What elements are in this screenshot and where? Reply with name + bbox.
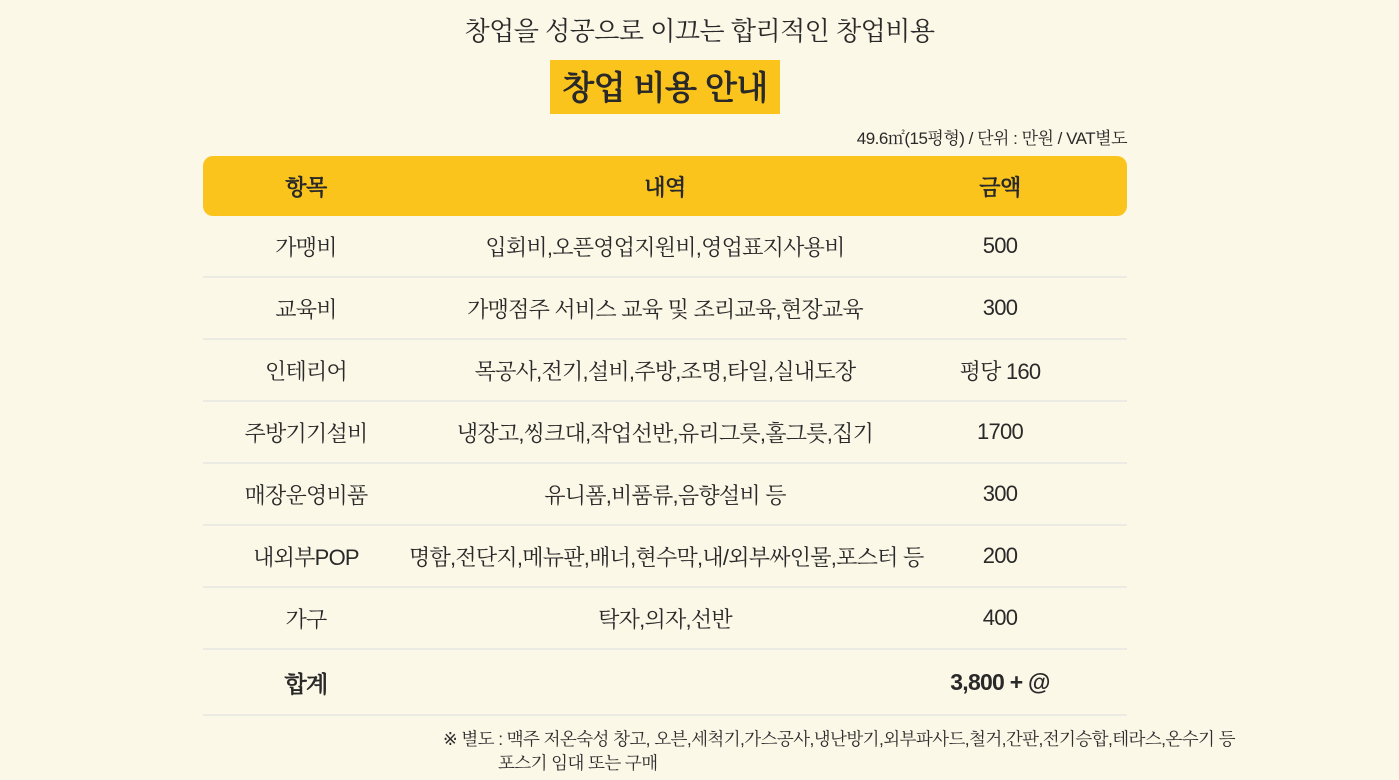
column-header-item: 항목 — [285, 174, 327, 200]
item-cell: 매장운영비품 — [244, 482, 368, 508]
table-row — [203, 340, 1127, 402]
column-header-amount: 금액 — [979, 174, 1021, 200]
unit-note: 49.6㎡(15평형) / 단위 : 만원 / VAT별도 — [856, 129, 1127, 148]
footnote-line2: 포스기 임대 또는 구매 — [498, 753, 658, 773]
detail-cell: 유니폼,비품류,음향설비 등 — [544, 482, 786, 508]
table-row — [203, 216, 1127, 278]
item-cell: 주방기기설비 — [244, 420, 368, 446]
detail-cell: 가맹점주 서비스 교육 및 조리교육,현장교육 — [467, 296, 863, 322]
page-title: 창업 비용 안내 — [550, 60, 780, 114]
table-row — [203, 464, 1127, 526]
title-row — [203, 60, 1127, 104]
footnote — [443, 727, 1235, 775]
page-subtitle: 창업을 성공으로 이끄는 합리적인 창업비용 — [464, 16, 935, 46]
amount-cell: 400 — [982, 605, 1018, 630]
detail-cell: 목공사,전기,설비,주방,조명,타일,실내도장 — [474, 358, 856, 384]
table-row — [203, 526, 1127, 588]
item-cell: 내외부POP — [253, 544, 359, 570]
item-cell: 교육비 — [275, 296, 337, 322]
column-header-detail: 내역 — [644, 174, 686, 200]
item-cell: 인테리어 — [264, 358, 347, 384]
table-row — [203, 278, 1127, 340]
item-cell: 가구 — [285, 606, 327, 632]
total-row — [203, 650, 1127, 716]
detail-cell: 냉장고,씽크대,작업선반,유리그릇,홀그릇,집기 — [456, 420, 874, 446]
table-body — [203, 216, 1127, 650]
content-area — [203, 60, 1127, 716]
amount-cell: 300 — [982, 481, 1018, 506]
detail-cell: 탁자,의자,선반 — [598, 606, 732, 632]
total-amount: 3,800 + @ — [950, 668, 1050, 695]
cost-table — [203, 156, 1127, 716]
footnote-line1: ※ 별도 : 맥주 저온숙성 창고, 오븐,세척기,가스공사,냉난방기,외부파사드,철거,간판,전기승합,테라스,온수기 등 — [443, 729, 1235, 749]
total-label: 합계 — [284, 670, 328, 697]
detail-cell: 입회비,오픈영업지원비,영업표지사용비 — [485, 234, 845, 260]
amount-cell: 500 — [982, 233, 1018, 258]
amount-cell: 300 — [982, 295, 1018, 320]
table-row — [203, 588, 1127, 650]
amount-cell: 1700 — [977, 419, 1023, 444]
item-cell: 가맹비 — [275, 234, 337, 260]
detail-cell: 명함,전단지,메뉴판,배너,현수막,내/외부싸인물,포스터 등 — [409, 544, 924, 570]
amount-cell: 200 — [982, 543, 1018, 568]
table-row — [203, 402, 1127, 464]
table-header-row — [203, 156, 1127, 216]
amount-cell: 평당 160 — [959, 358, 1041, 384]
